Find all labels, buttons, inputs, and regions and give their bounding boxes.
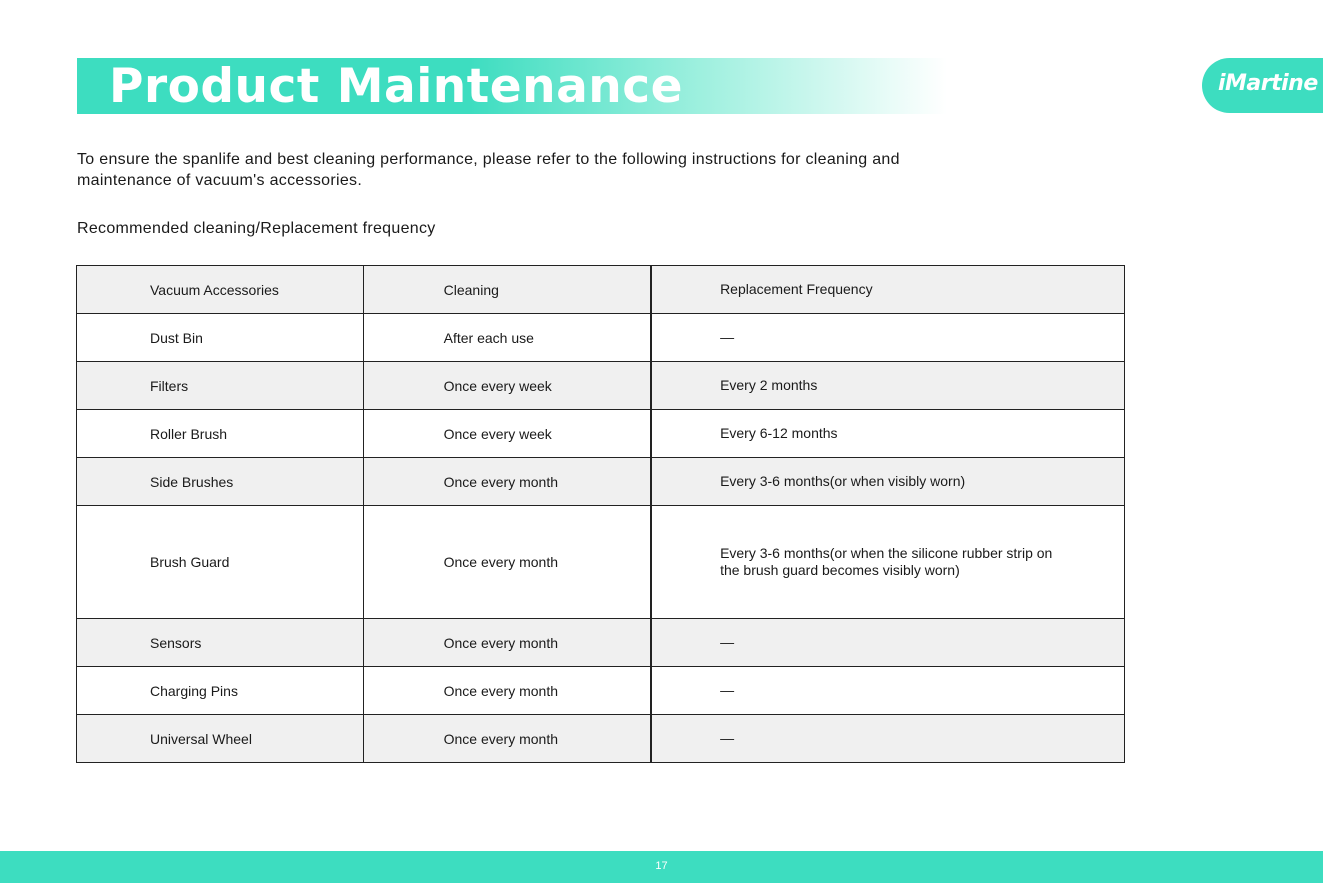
table-row xyxy=(77,458,1125,506)
cleaning-cell: Once every week xyxy=(363,362,651,410)
cleaning-cell: After each use xyxy=(363,314,651,362)
accessory-cell: Charging Pins xyxy=(77,667,364,715)
column-header-cleaning: Cleaning xyxy=(363,266,651,314)
brand-logo xyxy=(1202,58,1323,113)
accessory-cell: Brush Guard xyxy=(77,506,364,619)
intro-paragraph: To ensure the spanlife and best cleaning performance, please refer to the following instructions for cleaning and maintenance of vacuum's accessories. xyxy=(77,151,900,189)
accessory-cell: Dust Bin xyxy=(77,314,364,362)
brand-logo-text: iMartine xyxy=(1218,71,1318,96)
table-row xyxy=(77,410,1125,458)
replacement-cell: — xyxy=(651,715,1124,763)
cleaning-cell: Once every month xyxy=(363,667,651,715)
table-header-row xyxy=(77,266,1125,314)
cleaning-cell: Once every month xyxy=(363,715,651,763)
replacement-cell: Every 3-6 months(or when visibly worn) xyxy=(651,458,1124,506)
accessory-cell: Roller Brush xyxy=(77,410,364,458)
replacement-cell: Every 6-12 months xyxy=(651,410,1124,458)
replacement-cell: — xyxy=(651,619,1124,667)
accessory-cell: Universal Wheel xyxy=(77,715,364,763)
title-banner xyxy=(77,58,947,114)
footer-band xyxy=(0,851,1323,883)
cleaning-cell: Once every month xyxy=(363,619,651,667)
table-row xyxy=(77,506,1125,619)
accessory-cell: Side Brushes xyxy=(77,458,364,506)
page-number: 17 xyxy=(655,860,668,872)
replacement-cell: Every 3-6 months(or when the silicone rubber strip on the brush guard becomes visibly worn) xyxy=(651,506,1124,619)
replacement-cell: — xyxy=(651,314,1124,362)
table-row xyxy=(77,619,1125,667)
table-row xyxy=(77,362,1125,410)
replacement-cell: — xyxy=(651,667,1124,715)
maintenance-table xyxy=(76,265,1125,763)
accessory-cell: Sensors xyxy=(77,619,364,667)
replacement-cell: Every 2 months xyxy=(651,362,1124,410)
table-row xyxy=(77,667,1125,715)
column-header-accessories: Vacuum Accessories xyxy=(77,266,364,314)
page-title: Product Maintenance xyxy=(109,59,683,114)
column-header-replacement: Replacement Frequency xyxy=(651,266,1124,314)
cleaning-cell: Once every month xyxy=(363,506,651,619)
accessory-cell: Filters xyxy=(77,362,364,410)
section-subheading: Recommended cleaning/Replacement frequency xyxy=(77,220,436,237)
table-row xyxy=(77,314,1125,362)
table-row xyxy=(77,715,1125,763)
cleaning-cell: Once every week xyxy=(363,410,651,458)
cleaning-cell: Once every month xyxy=(363,458,651,506)
